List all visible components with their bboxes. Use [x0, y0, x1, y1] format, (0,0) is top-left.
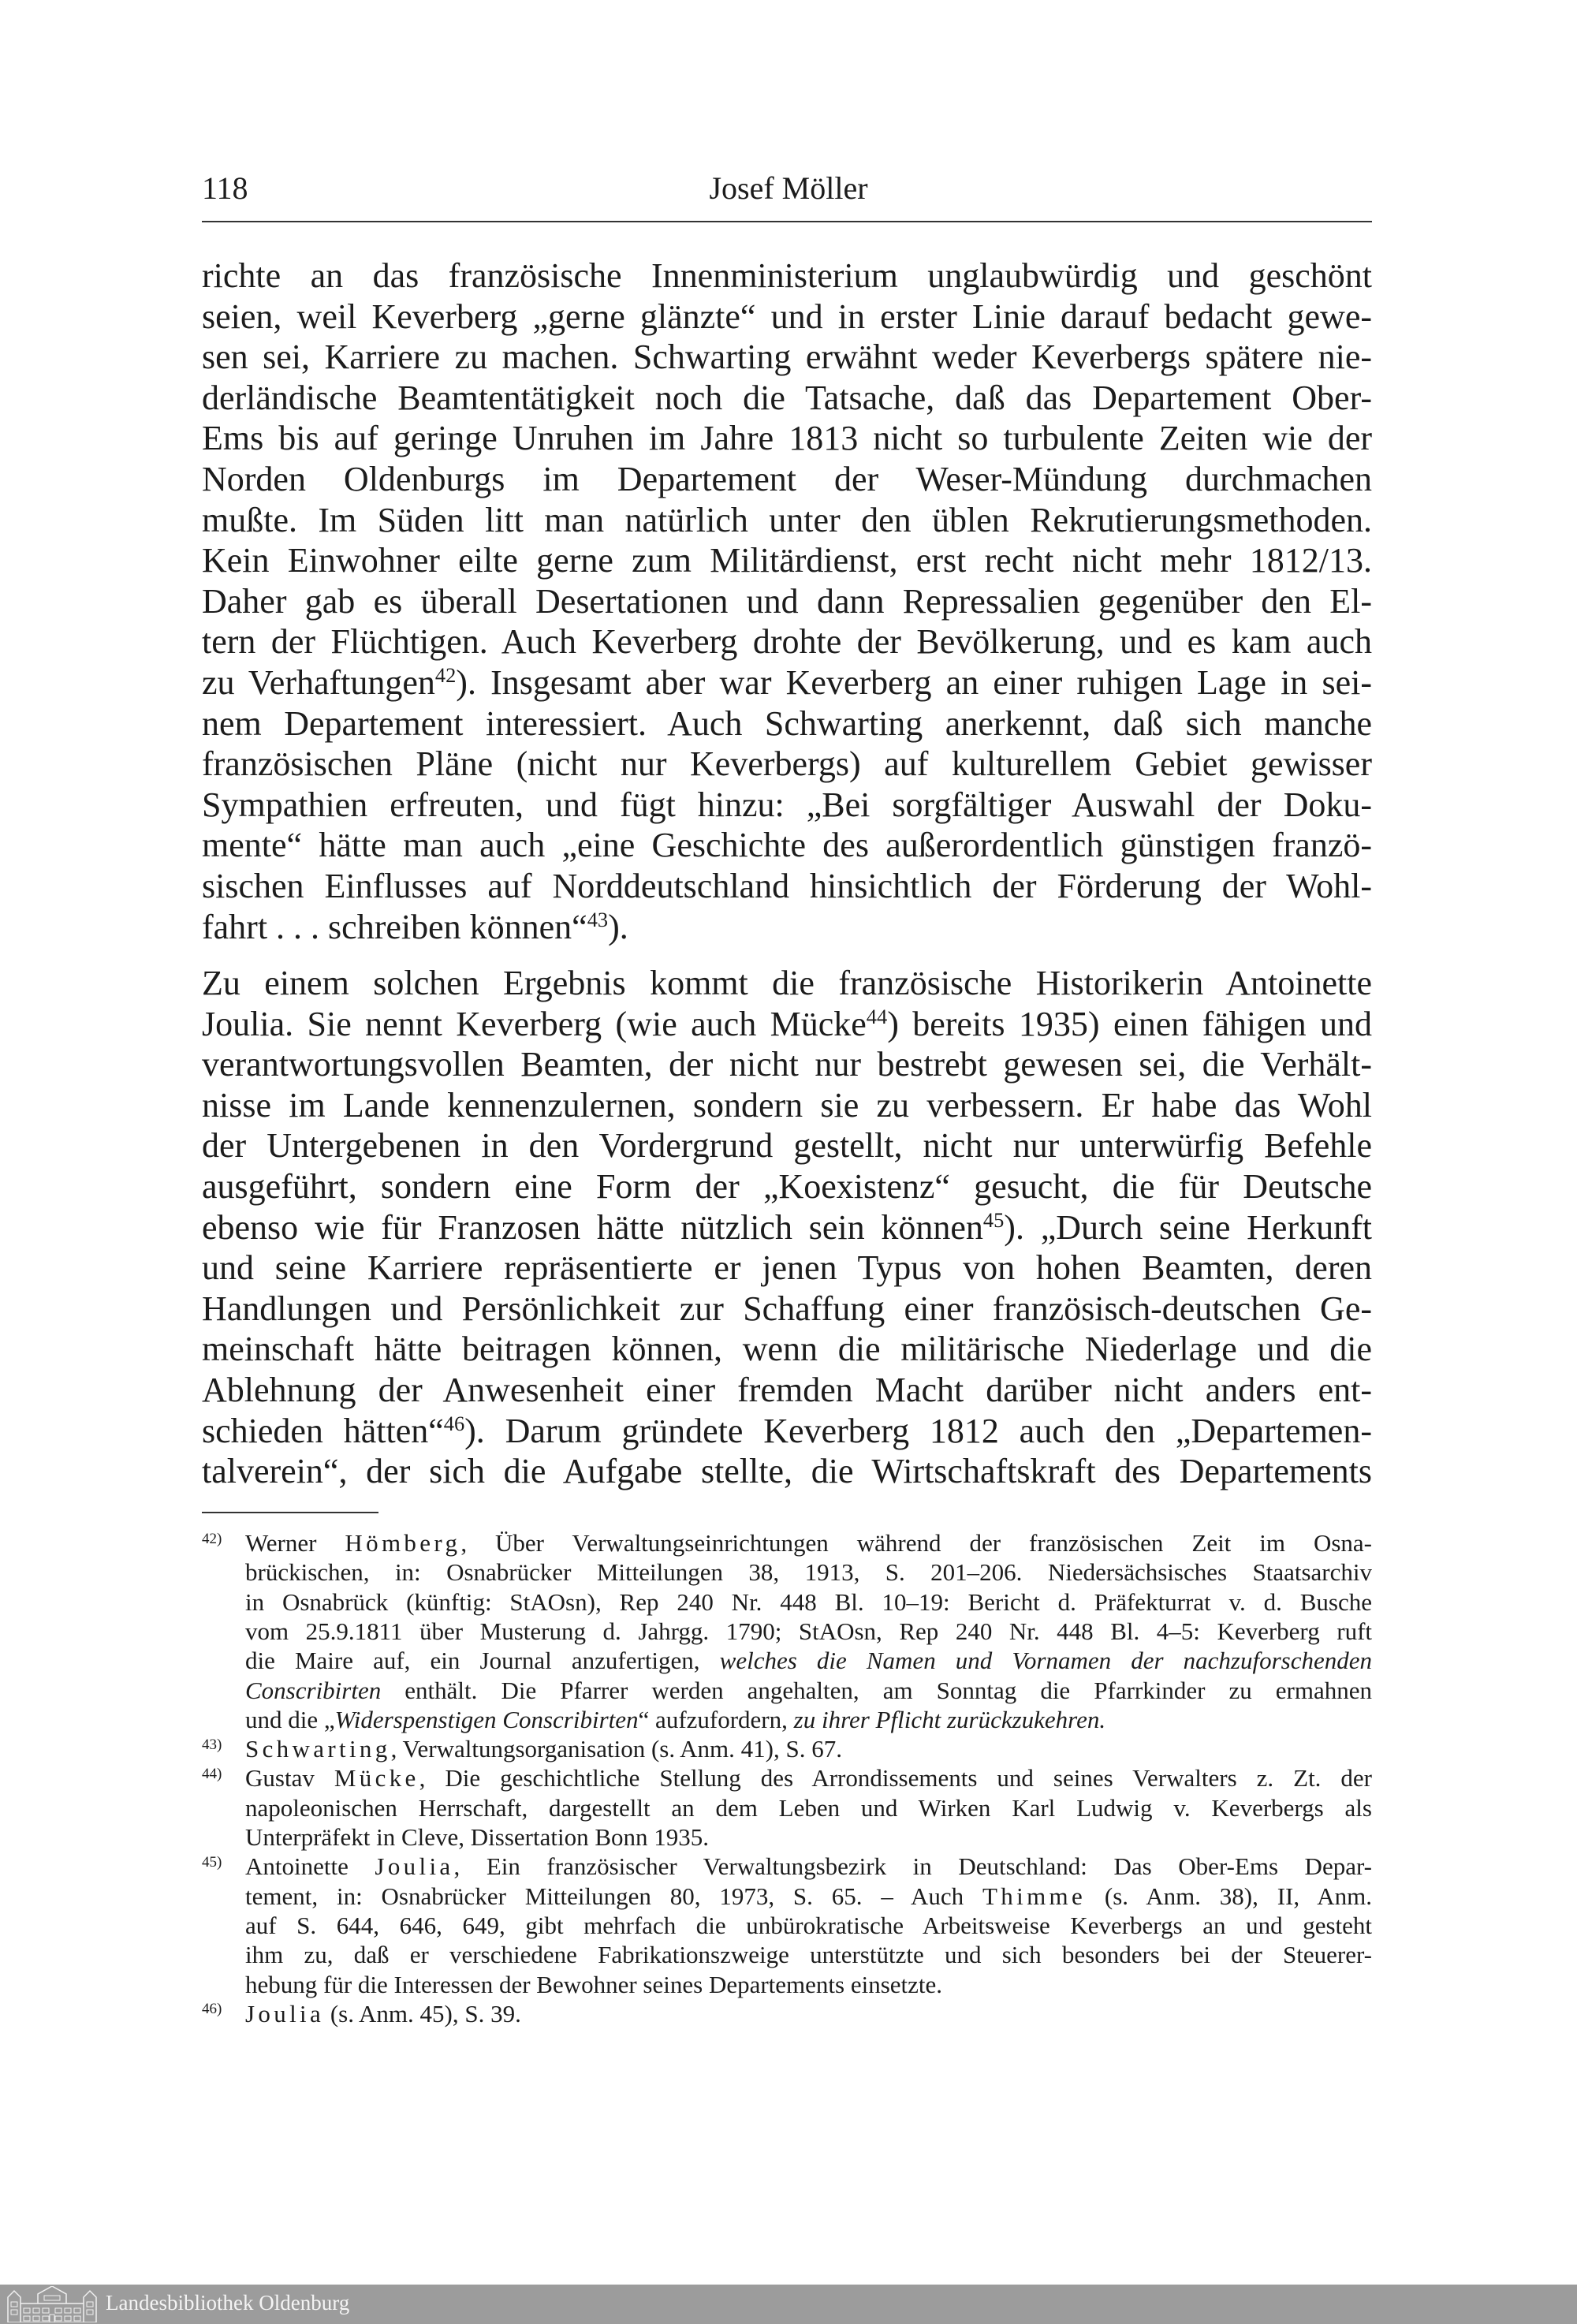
footnote-number-label: 45)	[202, 1853, 222, 1871]
text-run: Antoinette	[245, 1852, 375, 1881]
library-name: Landesbibliothek Oldenburg	[106, 2291, 350, 2315]
body-line	[202, 297, 1372, 338]
text-run: Handlungen und Persönlichkeit zur Schaffung einer französisch-deutschen Ge-	[202, 1289, 1372, 1328]
footnote-reference[interactable]: 46	[443, 1412, 465, 1436]
text-run: Joulia. Sie nennt Keverberg (wie auch Mücke	[202, 1004, 867, 1043]
body-line	[202, 1248, 1372, 1289]
text-run: nisse im Lande kennenzulernen, sondern sie zu verbessern. Er habe das Wohl	[202, 1085, 1372, 1125]
text-run: französischen Pläne (nicht nur Keverbergs) auf kulturellem Gebiet gewisser	[202, 744, 1372, 784]
text-run: meinschaft hätte beitragen können, wenn die militärische Niederlage und die	[202, 1330, 1372, 1369]
body-line	[202, 1207, 1372, 1248]
text-run: Werner	[245, 1529, 345, 1557]
footnote-line	[245, 1734, 1372, 1763]
text-run: mente“ hätte man auch „eine Geschichte des außerordentlich günstigen franzö-	[202, 826, 1372, 865]
library-building-logo-icon	[6, 2286, 98, 2322]
text-run: ).	[608, 907, 628, 946]
text-run: Sympathien erfreuten, und fügt hinzu: „Bei sorgfältiger Auswahl der Doku-	[202, 785, 1372, 824]
body-line	[202, 540, 1372, 581]
footnote-number-label: 44)	[202, 1765, 222, 1782]
text-run: zu Verhaftungen	[202, 663, 435, 702]
text-run: ) bereits 1935) einen fähigen und	[887, 1004, 1373, 1043]
text-run: , Über Verwaltungseinrichtungen während der französischen Zeit im Osna-	[460, 1529, 1372, 1557]
library-footer-bar	[0, 2285, 1577, 2324]
text-run: (s. Anm. 45), S. 39.	[324, 1999, 521, 2027]
body-line	[202, 785, 1372, 826]
footnote-line	[245, 1793, 1372, 1822]
text-run: hebung für die Interessen der Bewohner seines Departements einsetzte.	[245, 1970, 943, 1998]
text-run: Ems bis auf geringe Unruhen im Jahre 1813 nicht so turbulente Zeiten wie der	[202, 419, 1372, 458]
body-line	[202, 621, 1372, 662]
text-run: ). Insgesamt aber war Keverberg an einer ruhigen Lage in sei-	[456, 663, 1372, 702]
text-run: , Die geschichtliche Stellung des Arrondissements und seines Verwalters z. Zt. der	[419, 1764, 1373, 1792]
author-name: Schwarting	[245, 1735, 391, 1763]
text-run: zu ihrer Pflicht zurückzukehren.	[793, 1705, 1106, 1733]
footnote-line	[245, 1822, 1372, 1852]
footnote-line	[245, 1676, 1372, 1705]
body-line	[202, 744, 1372, 785]
text-run: Zu einem solchen Ergebnis kommt die französische Historikerin Antoinette	[202, 964, 1372, 1002]
body-line	[202, 825, 1372, 866]
footnote-line	[245, 1911, 1372, 1940]
footnote-line	[245, 1557, 1372, 1587]
text-run: und seine Karriere repräsentierte er jenen Typus von hohen Beamten, deren	[202, 1248, 1372, 1288]
text-run: und die „	[245, 1705, 335, 1733]
text-run: napoleonischen Herrschaft, dargestellt an dem Leben und Wirken Karl Ludwig v. Keverbergs als	[245, 1793, 1372, 1822]
author-name: Joulia	[245, 1999, 325, 2027]
footnote-line	[245, 1940, 1372, 1969]
body-line	[202, 1085, 1372, 1126]
footnote-number-label: 43)	[202, 1736, 222, 1753]
author-name: Mücke	[334, 1764, 419, 1792]
body-line	[202, 1370, 1372, 1411]
body-line	[202, 1451, 1372, 1492]
text-run: Unterpräfekt in Cleve, Dissertation Bonn 1935.	[245, 1823, 710, 1851]
footnote-number	[202, 1763, 222, 1792]
text-run: Norden Oldenburgs im Departement der Weser-Mündung durchmachen	[202, 460, 1372, 498]
footnote-number-label: 46)	[202, 2001, 222, 2018]
text-run: sen sei, Karriere zu machen. Schwarting erwähnt weder Keverbergs spätere nie-	[202, 338, 1372, 377]
body-line	[202, 256, 1372, 297]
text-run: , Ein französischer Verwaltungsbezirk in Deutschland: Das Ober-Ems Depar-	[453, 1852, 1372, 1881]
body-line	[202, 1329, 1372, 1370]
footnote-line	[245, 1587, 1372, 1617]
text-run: Gustav	[245, 1764, 334, 1792]
text-run: mußte. Im Süden litt man natürlich unter den üblen Rekrutierungsmethoden.	[202, 500, 1372, 539]
footnote-line	[245, 1646, 1372, 1675]
running-head: Josef Möller	[709, 170, 868, 206]
body-line	[202, 418, 1372, 459]
footnote-line	[245, 1528, 1372, 1557]
text-run: “ aufzufordern,	[638, 1705, 794, 1733]
footnote-line	[245, 1705, 1372, 1734]
body-line	[202, 581, 1372, 622]
header-rule	[202, 221, 1372, 222]
body-line	[202, 1125, 1372, 1166]
footnote-number-label: 42)	[202, 1530, 222, 1547]
footnote-number	[202, 1999, 222, 2028]
page-number: 118	[202, 170, 248, 206]
body-line	[202, 963, 1372, 1004]
text-run: der Untergebenen in den Vordergrund gestellt, nicht nur unterwürfig Befehle	[202, 1126, 1372, 1166]
text-run: verantwortungsvollen Beamten, der nicht nur bestrebt gewesen sei, die Verhält-	[202, 1045, 1372, 1084]
body-line	[202, 1004, 1372, 1045]
text-run: nem Departement interessiert. Auch Schwarting anerkennt, daß sich manche	[202, 703, 1372, 743]
text-run: talverein“, der sich die Aufgabe stellte, die Wirtschaftskraft des Departements	[202, 1452, 1372, 1491]
body-line	[202, 459, 1372, 500]
text-run: Conscribirten	[245, 1676, 382, 1704]
text-run: seien, weil Keverberg „gerne glänzte“ und in erster Linie darauf bedacht gewe-	[202, 297, 1372, 336]
text-run: enthält. Die Pfarrer werden angehalten, am Sonntag die Pfarrkinder zu ermahnen	[381, 1676, 1372, 1704]
body-line	[202, 1166, 1372, 1207]
text-run: tement, in: Osnabrücker Mitteilungen 80, 1973, S. 65. – Auch	[245, 1882, 982, 1910]
footnote-reference[interactable]: 42	[434, 663, 457, 688]
text-run: brückischen, in: Osnabrücker Mitteilungen 38, 1913, S. 201–206. Niedersächsisches Staatsarchiv	[245, 1558, 1372, 1587]
text-run: schieden hätten“	[202, 1411, 444, 1450]
text-run: tern der Flüchtigen. Auch Keverberg drohte der Bevölkerung, und es kam auch	[202, 622, 1372, 662]
footnote-line	[245, 1970, 1372, 1999]
footnote-number	[202, 1852, 222, 1881]
author-name: Joulia	[375, 1852, 454, 1881]
footnote-line	[245, 1999, 1372, 2028]
text-run: Widerspenstigen Conscribirten	[334, 1705, 639, 1733]
text-run: ihm zu, daß er verschiedene Fabrikationszweige unterstützte und sich besonders bei der Steuerer-	[245, 1941, 1372, 1969]
text-run: Ablehnung der Anwesenheit einer fremden Macht darüber nicht anders ent-	[202, 1371, 1372, 1409]
text-run: (s. Anm. 38), II, Anm.	[1086, 1882, 1372, 1910]
footnote-line	[245, 1763, 1372, 1792]
body-line	[202, 337, 1372, 378]
body-line	[202, 703, 1372, 744]
text-run: ausgeführt, sondern eine Form der „Koexistenz“ gesucht, die für Deutsche	[202, 1167, 1372, 1206]
text-run: Daher gab es überall Desertationen und dann Repressalien gegenüber den El-	[202, 581, 1372, 621]
footnote-line	[245, 1882, 1372, 1911]
text-run: ). „Durch seine Herkunft	[1004, 1207, 1372, 1247]
body-line	[202, 1289, 1372, 1330]
text-run: richte an das französische Innenministerium unglaubwürdig und geschönt	[202, 256, 1372, 295]
author-name: Thimme	[982, 1882, 1087, 1910]
body-line	[202, 907, 1372, 948]
footnote-rule	[202, 1512, 378, 1513]
footnote-reference[interactable]: 43	[587, 908, 609, 932]
text-run: in Osnabrück (künftig: StAOsn), Rep 240 Nr. 448 Bl. 10–19: Bericht d. Präfekturrat v. d. Busche	[245, 1587, 1372, 1616]
text-run: sischen Einflusses auf Norddeutschland hinsichtlich der Förderung der Wohl-	[202, 867, 1372, 905]
body-line	[202, 500, 1372, 541]
text-run: welches die Namen und Vornamen der nachzuforschenden	[719, 1647, 1372, 1675]
text-run: derländische Beamtentätigkeit noch die Tatsache, daß das Departement Ober-	[202, 378, 1372, 417]
body-line	[202, 1411, 1372, 1452]
text-run: ). Darum gründete Keverberg 1812 auch den „Departemen-	[464, 1411, 1372, 1450]
body-line	[202, 866, 1372, 907]
footnote-number	[202, 1528, 222, 1557]
text-run: fahrt . . . schreiben können“	[202, 907, 587, 946]
text-run: ebenso wie für Franzosen hätte nützlich sein können	[202, 1207, 983, 1247]
body-line	[202, 662, 1372, 703]
footnote-line	[245, 1617, 1372, 1646]
text-run: vom 25.9.1811 über Musterung d. Jahrgg. 1790; StAOsn, Rep 240 Nr. 448 Bl. 4–5: Keverberg ruft	[245, 1617, 1372, 1645]
author-name: Hömberg	[345, 1529, 461, 1557]
text-run: auf S. 644, 646, 649, gibt mehrfach die unbürokratische Arbeitsweise Keverbergs an und gesteht	[245, 1911, 1372, 1939]
text-run: Kein Einwohner eilte gerne zum Militärdienst, erst recht nicht mehr 1812/13.	[202, 541, 1372, 580]
body-line	[202, 378, 1372, 419]
footnote-reference[interactable]: 45	[982, 1208, 1005, 1233]
text-run: , Verwaltungsorganisation (s. Anm. 41), S. 67.	[390, 1735, 842, 1763]
footnote-number	[202, 1734, 222, 1763]
footnote-line	[245, 1852, 1372, 1881]
body-line	[202, 1044, 1372, 1085]
footnote-reference[interactable]: 44	[866, 1005, 888, 1029]
text-run: die Maire auf, ein Journal anzufertigen,	[245, 1647, 720, 1675]
